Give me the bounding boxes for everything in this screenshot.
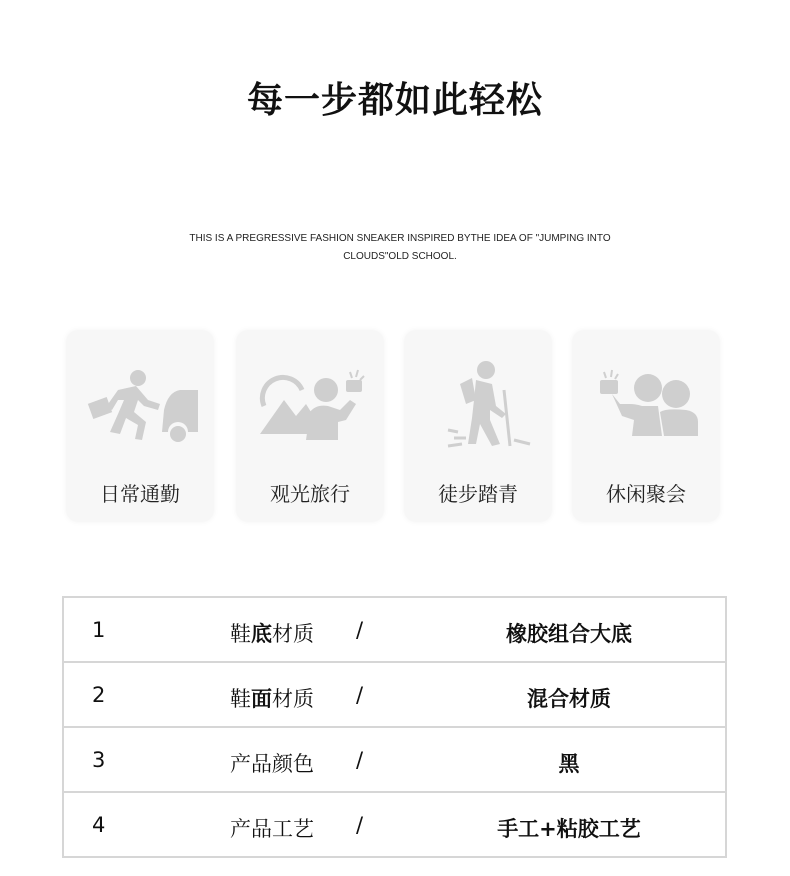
row-number: 1 xyxy=(92,618,106,642)
scene-card-sightseeing xyxy=(236,330,384,522)
separator: / xyxy=(356,748,364,772)
spec-value: 混合材质 xyxy=(527,687,611,711)
spec-value: 橡胶组合大底 xyxy=(506,622,632,646)
page-title: 每一步都如此轻松 xyxy=(246,80,543,121)
scene-label: 日常通勤 xyxy=(100,482,180,506)
separator: / xyxy=(356,683,364,707)
spec-key: 鞋底材质 xyxy=(230,622,314,646)
spec-key: 鞋面材质 xyxy=(230,687,314,711)
table-row xyxy=(62,663,727,728)
table-row xyxy=(62,598,727,663)
subtitle-line-1: THIS IS A PREGRESSIVE FASHION SNEAKER INSPIRED BYTHE IDEA OF "JUMPING INTO xyxy=(189,233,611,244)
hiking-icon xyxy=(418,360,538,450)
spec-value: 手工+粘胶工艺 xyxy=(497,817,641,841)
row-number: 4 xyxy=(92,813,106,837)
scene-label: 休闲聚会 xyxy=(606,482,686,506)
scene-card-hiking xyxy=(404,330,552,522)
spec-table xyxy=(62,596,727,858)
separator: / xyxy=(356,618,364,642)
scene-label: 观光旅行 xyxy=(270,482,350,506)
scene-card-commute xyxy=(66,330,214,522)
scene-label: 徒步踏青 xyxy=(438,482,518,506)
page-subtitle xyxy=(150,230,650,266)
sightseeing-icon xyxy=(250,360,370,450)
commute-icon xyxy=(80,360,200,450)
scene-card-party xyxy=(572,330,720,522)
row-number: 3 xyxy=(92,748,106,772)
table-row xyxy=(62,728,727,793)
spec-key: 产品颜色 xyxy=(230,752,314,776)
row-number: 2 xyxy=(92,683,106,707)
separator: / xyxy=(356,813,364,837)
scene-cards xyxy=(66,330,726,522)
spec-value: 黑 xyxy=(558,752,580,776)
spec-key: 产品工艺 xyxy=(230,817,314,841)
table-row xyxy=(62,793,727,858)
party-icon xyxy=(586,360,706,450)
subtitle-line-2: CLOUDS"OLD SCHOOL. xyxy=(343,251,457,262)
